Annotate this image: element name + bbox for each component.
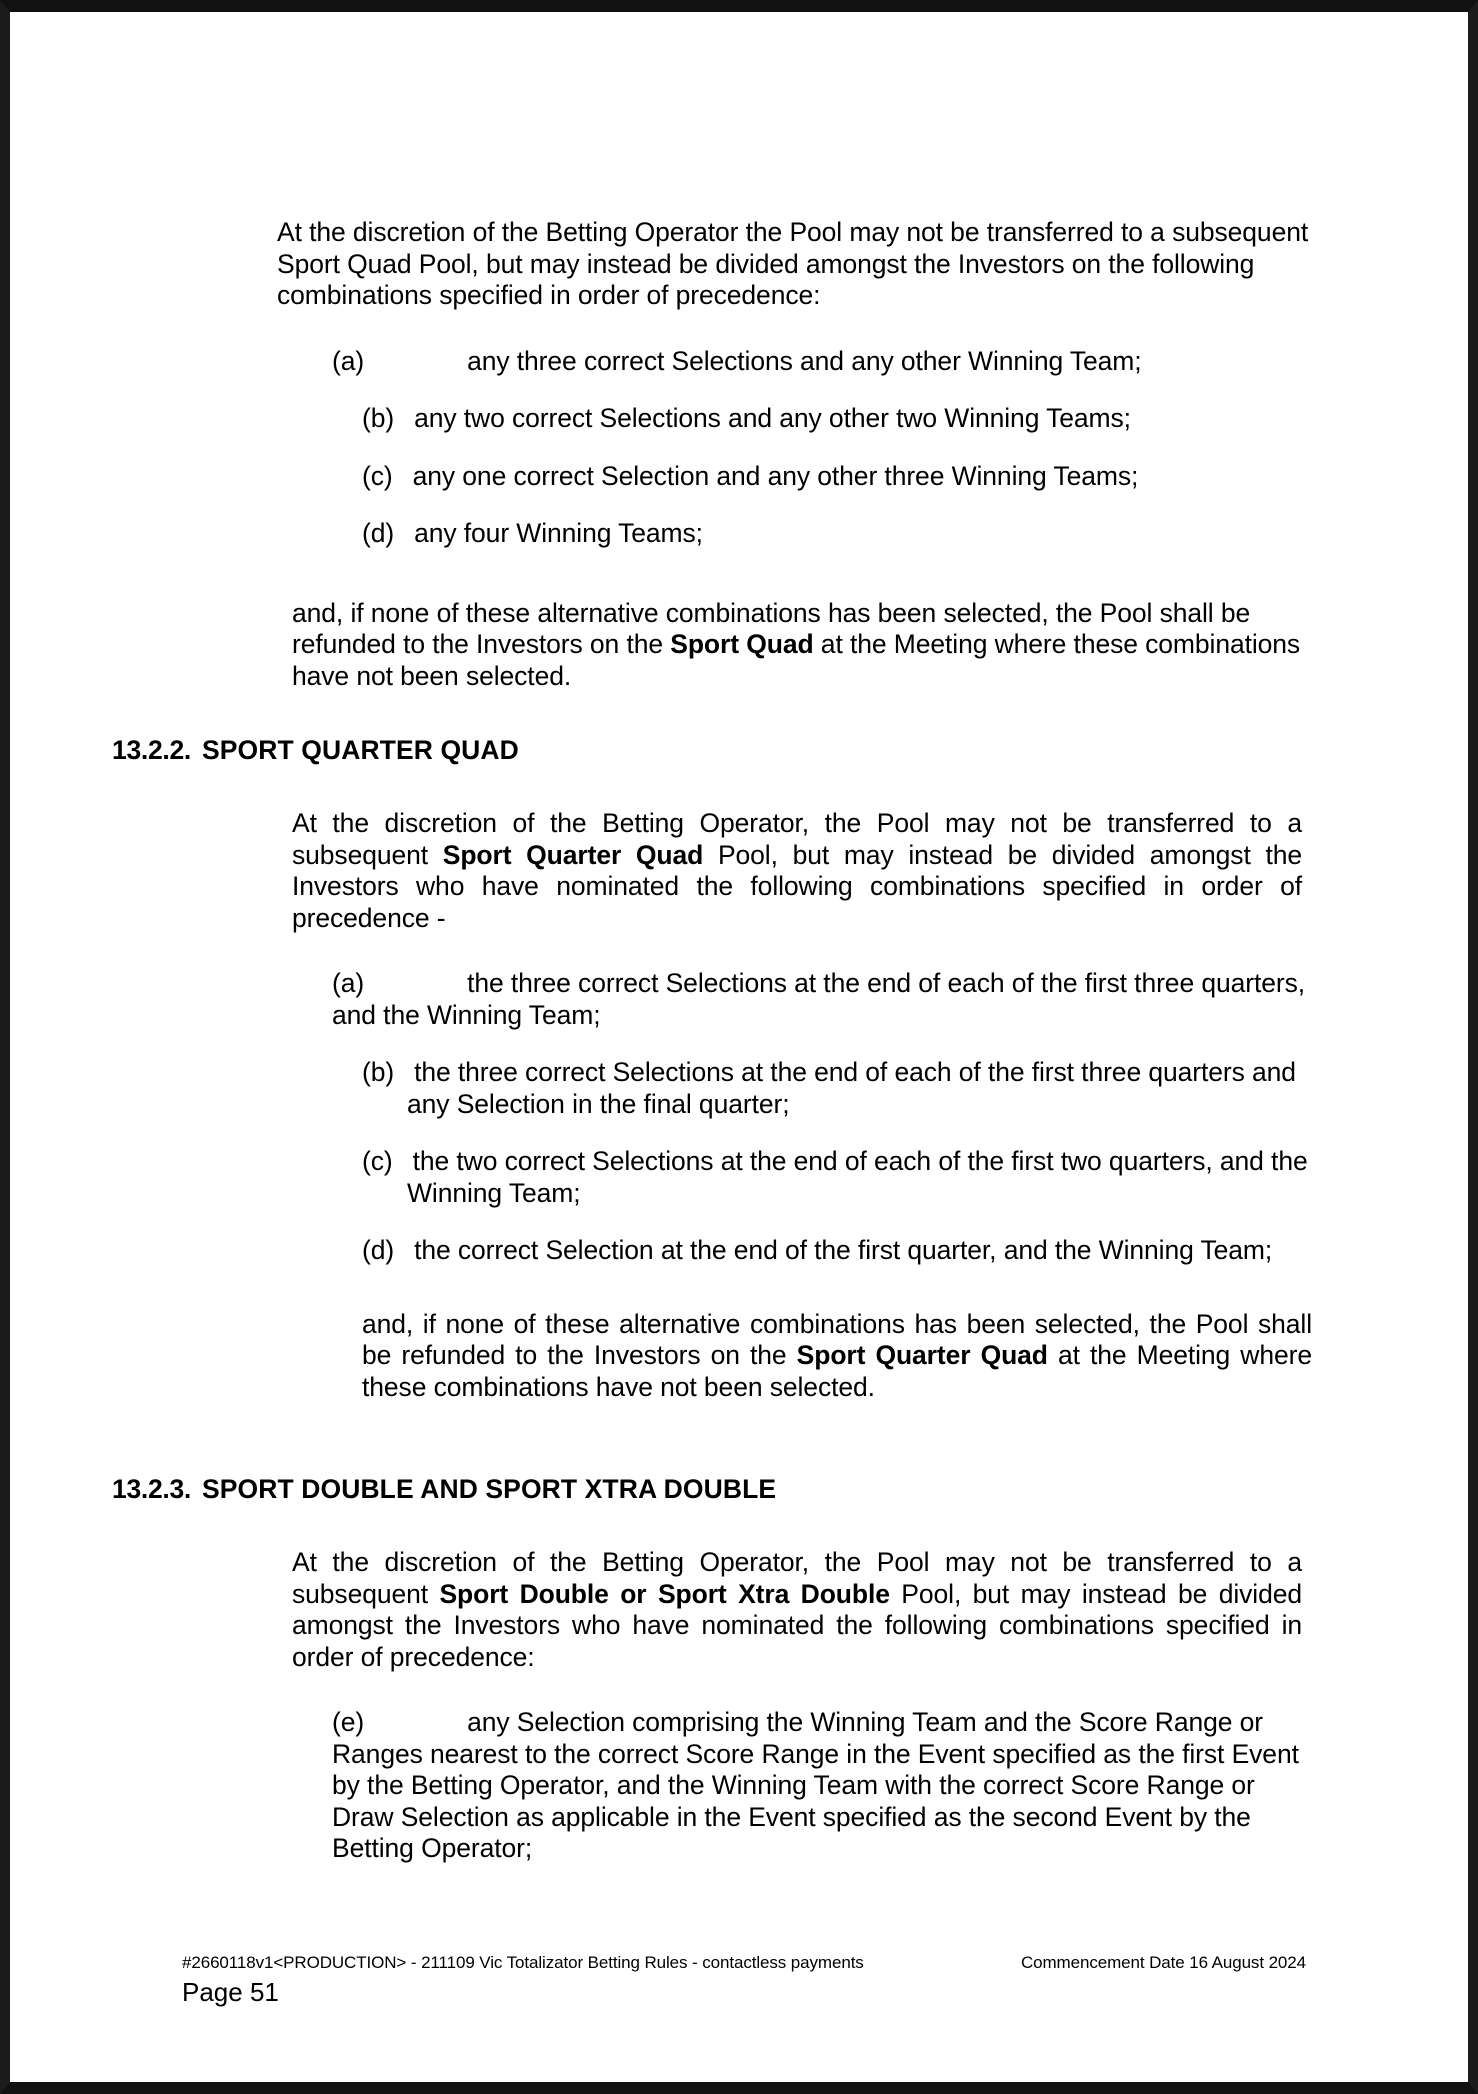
intro-text-tail: Pool, but may instead be divided amongst the Investors who have nominated the following combinations specified in order of precedence: bbox=[292, 1578, 1302, 1672]
closing-text-lead: and, if none of these alternative combinations has been selected, the Pool shall be refunded to the Investors on the bbox=[362, 1308, 1312, 1370]
spacer bbox=[182, 1505, 1312, 1547]
list-item-label: (a) bbox=[332, 345, 365, 376]
sport-quad-closing-paragraph bbox=[292, 598, 1302, 693]
list-item-text: any one correct Selection and any other three Winning Teams; bbox=[412, 460, 1139, 491]
list-item-e bbox=[332, 1707, 1317, 1865]
spacer bbox=[182, 312, 1312, 346]
heading-13-2-2 bbox=[112, 734, 1312, 766]
list-item-label: (a) bbox=[332, 968, 365, 998]
heading-13-2-3 bbox=[112, 1473, 1312, 1505]
clause-13-2-2-intro bbox=[292, 808, 1302, 934]
list-item-d bbox=[332, 518, 1312, 550]
footer-commencement-date: Commencement Date 16 August 2024 bbox=[1020, 1953, 1306, 1972]
list-item-c bbox=[332, 461, 1312, 493]
heading-number: 13.2.2. bbox=[112, 735, 191, 765]
spacer bbox=[182, 1267, 1312, 1309]
term-sport-quarter-quad: Sport Quarter Quad bbox=[442, 839, 704, 870]
list-item-a bbox=[332, 346, 1312, 378]
sport-quad-intro-paragraph: At the discretion of the Betting Operator the Pool may not be transferred to a subsequent Sport Quad Pool, but may instead be divided amongst the Investors on the following combinations specified in order of precedence: bbox=[277, 217, 1309, 310]
list-item-text: the two correct Selections at the end of each of the first two quarters, and the Winning Team; bbox=[407, 1146, 1308, 1208]
clause-13-2-3-intro bbox=[292, 1547, 1302, 1673]
list-item-label: (d) bbox=[362, 1235, 395, 1265]
page-sheet bbox=[10, 12, 1468, 2082]
term-sport-quad: Sport Quad bbox=[670, 629, 814, 659]
list-item-label: (e) bbox=[332, 1707, 365, 1737]
list-item-text: the correct Selection at the end of the first quarter, and the Winning Team; bbox=[414, 1235, 1273, 1265]
list-item-b bbox=[362, 1057, 1337, 1120]
closing-text-tail: at the Meeting where these combinations have not been selected. bbox=[292, 629, 1301, 691]
list-item-c bbox=[362, 1146, 1357, 1209]
closing-text-tail: at the Meeting where these combinations have not been selected. bbox=[362, 1340, 1312, 1402]
clause-13-2-2-closing bbox=[362, 1309, 1312, 1404]
list-item-text: any Selection comprising the Winning Team and the Score Range or Ranges nearest to the correct Score Range in the Event specified as the first Event by the Betting Operator, and the Winning Team with the correct Score Range or Draw Selection as applicable in the Event specified as the second Event by the Betting Operator; bbox=[332, 1707, 1299, 1863]
intro-text-lead: At the discretion of the Betting Operator, the Pool may not be transferred to a subsequent bbox=[292, 808, 1302, 870]
spacer bbox=[182, 492, 1312, 518]
list-item-text: the three correct Selections at the end of each of the first three quarters, and the Winning Team; bbox=[332, 968, 1306, 1030]
list-item-a bbox=[332, 968, 1312, 1031]
spacer bbox=[182, 692, 1312, 734]
spacer bbox=[182, 1031, 1312, 1057]
list-item-d bbox=[362, 1235, 1337, 1267]
spacer bbox=[182, 1209, 1312, 1235]
list-item-label: (d) bbox=[362, 518, 395, 548]
heading-title: SPORT DOUBLE AND SPORT XTRA DOUBLE bbox=[202, 1474, 777, 1504]
spacer bbox=[182, 1403, 1312, 1473]
footer-document-reference: #2660118v1<PRODUCTION> - 211109 Vic Totalizator Betting Rules - contactless payments bbox=[182, 1953, 864, 1972]
spacer bbox=[182, 377, 1312, 403]
page-number: Page 51 bbox=[182, 1977, 279, 2007]
intro-text-tail: Pool, but may instead be divided amongst the Investors who have nominated the following combinations specified in order of precedence - bbox=[292, 839, 1302, 933]
spacer bbox=[182, 934, 1312, 968]
list-item-text: any four Winning Teams; bbox=[414, 518, 703, 548]
spacer bbox=[182, 1120, 1312, 1146]
list-item-label: (c) bbox=[362, 460, 393, 491]
heading-number: 13.2.3. bbox=[112, 1474, 191, 1504]
closing-text-lead: and, if none of these alternative combinations has been selected, the Pool shall be refunded to the Investors on the bbox=[292, 597, 1251, 659]
page-content bbox=[112, 217, 1312, 1865]
list-item-label: (b) bbox=[362, 1057, 395, 1087]
list-item-text: any two correct Selections and any other two Winning Teams; bbox=[414, 403, 1131, 433]
term-sport-double: Sport Double or Sport Xtra Double bbox=[439, 1578, 890, 1609]
list-item-text: any three correct Selections and any other Winning Team; bbox=[467, 345, 1142, 376]
term-sport-quarter-quad: Sport Quarter Quad bbox=[796, 1340, 1048, 1370]
spacer bbox=[182, 550, 1312, 598]
list-item-label: (b) bbox=[362, 403, 395, 433]
heading-title: SPORT QUARTER QUAD bbox=[202, 735, 519, 765]
list-item-label: (c) bbox=[362, 1146, 393, 1176]
list-item-b bbox=[332, 403, 1312, 435]
spacer bbox=[182, 1673, 1312, 1707]
intro-text-lead: At the discretion of the Betting Operator, the Pool may not be transferred to a subsequent bbox=[292, 1547, 1302, 1609]
spacer bbox=[182, 435, 1312, 461]
list-item-text: the three correct Selections at the end of each of the first three quarters and any Selection in the final quarter; bbox=[407, 1057, 1296, 1119]
page-footer bbox=[182, 1952, 1312, 2008]
footer-row bbox=[182, 1952, 1312, 1974]
spacer bbox=[182, 766, 1312, 808]
